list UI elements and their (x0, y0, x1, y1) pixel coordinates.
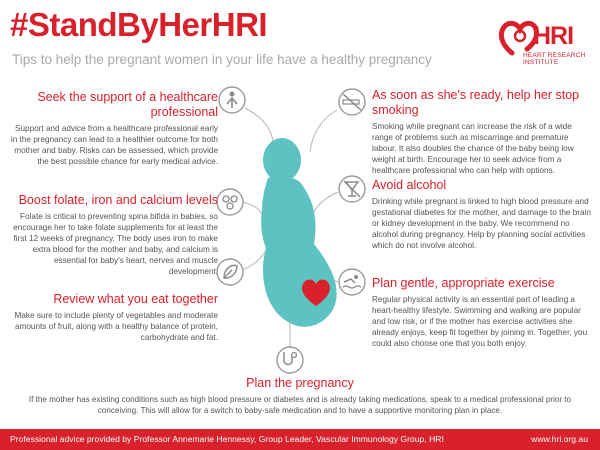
section-exercise-body: Regular physical activity is an essential part of leading a heart-healthy lifestyle. Swimming and walking are popular and low risk, or if the mother has exercise activities she already enjoys, keep fit together by joining in. Together, you could also choose one that you both enjoy. (372, 295, 588, 348)
supplements-icon (217, 189, 243, 215)
section-smoking-title: As soon as she's ready, help her stop smoking (372, 88, 580, 117)
healthcare-icon (219, 87, 245, 113)
section-folate-title: Boost folate, iron and calcium levels (18, 193, 218, 207)
leaf-icon (217, 259, 243, 285)
footer-website-link[interactable]: www.hri.org.au (531, 434, 588, 444)
page-title: #StandByHerHRI (10, 6, 268, 43)
section-folate-body: Folate is critical to preventing spina bifida in babies, so encourage her to take folate supplements for at least the first 12 weeks of pregnancy. The body uses iron to make extra blood for the mother and baby, and calcium is essential for baby's heart, nerves and muscle development. (13, 212, 218, 276)
section-plan-title: Plan the pregnancy (246, 376, 354, 390)
section-support-title-line1: Seek the support of a healthcare (37, 90, 218, 104)
section-exercise-title: Plan gentle, appropriate exercise (372, 276, 555, 290)
section-smoking (372, 88, 594, 176)
section-plan (0, 376, 600, 416)
logo-subtext: HEART RESEARCH INSTITUTE (523, 52, 586, 66)
section-smoking-body: Smoking while pregnant can increase the risk of a wide range of problems such as miscarriage and premature labour. It also doubles the chance of the baby being low weight at birth. Encourage her to seek advice from a healthcare professional who can help with options. (372, 122, 574, 175)
footer-bar (0, 429, 600, 450)
logo-text: HRI (533, 22, 574, 50)
section-review-title: Review what you eat together (53, 292, 218, 306)
section-review-body: Make sure to include plenty of vegetables and moderate amounts of fruit, along with a healthy balance of protein, carbohydrate and fat. (14, 311, 218, 342)
pregnant-woman-silhouette (261, 138, 336, 327)
section-review (8, 292, 218, 343)
footer-credit: Professional advice provided by Professor Annemarie Hennessy, Group Leader, Vascular Immunology Group, HRI (10, 434, 444, 444)
section-folate (8, 193, 218, 277)
section-exercise (372, 276, 594, 349)
section-alcohol-title: Avoid alcohol (372, 178, 447, 192)
section-plan-body: If the mother has existing conditions such as high blood pressure or diabetes and is already taking medications, speak to a medical professional prior to conceiving. This will allow for a switch to baby-safe medication and to have a supportive monitoring plan in place. (28, 395, 572, 415)
section-support-body: Support and advice from a healthcare professional early in the pregnancy can lead to a healthier outcome for both mother and baby. Risks can be assessed, which provide the best possible chance for early medical advice. (10, 124, 218, 166)
no-alcohol-icon (339, 176, 365, 202)
page-subtitle: Tips to help the pregnant women in your life have a healthy pregnancy (12, 52, 432, 67)
section-alcohol (372, 178, 594, 251)
no-smoking-icon (339, 89, 365, 115)
stethoscope-icon (277, 347, 303, 373)
section-support (8, 90, 218, 167)
swimming-icon (339, 269, 365, 295)
section-alcohol-body: Drinking while pregnant is linked to high blood pressure and gestational diabetes for the mother, and damage to the brain or kidney development in the baby. We recommend no alcohol during pregnancy. Help by planning social activities which do not involve alcohol. (372, 197, 591, 250)
section-support-title (8, 90, 218, 120)
section-support-title-line2: professional (150, 105, 218, 119)
